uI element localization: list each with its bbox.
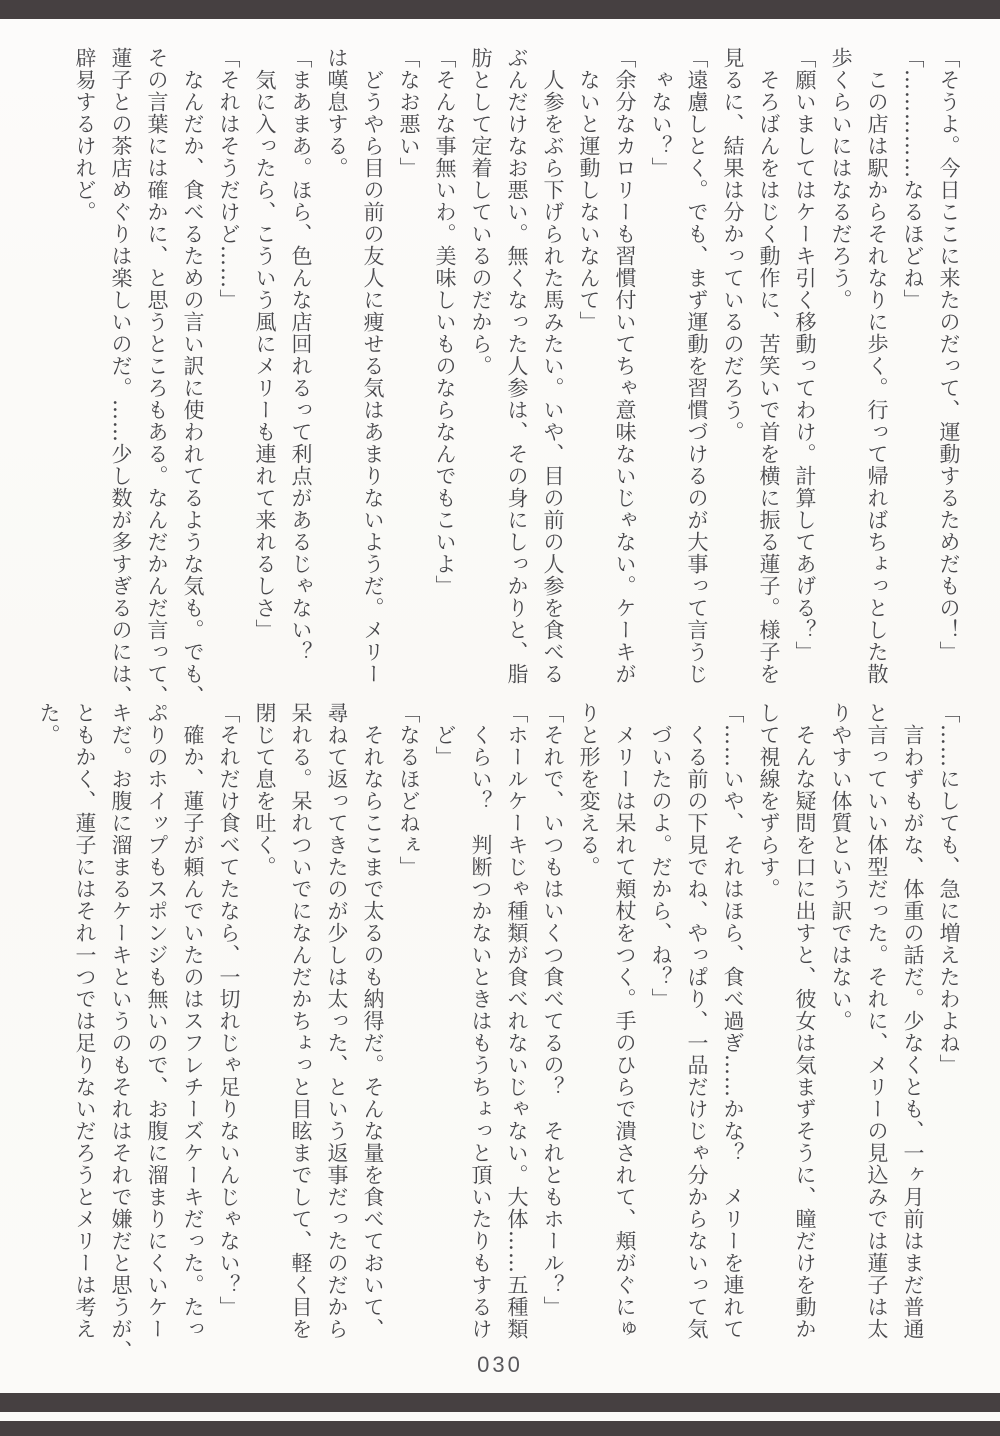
text-column: 「なるほどねぇ」 [397, 702, 421, 878]
text-column: メリーは呆れて頬杖をつく。手のひらで潰されて、頬がぐにゅ [613, 724, 637, 1340]
text-column: この店は駅からそれなりに歩く。行って帰ればちょっとした散 [865, 69, 889, 685]
text-column: それならここまで太るのも納得だ。そんな量を食べておいて、 [361, 724, 385, 1340]
text-column: どうやら目の前の友人に痩せる気はあまりないようだ。メリー [361, 69, 385, 685]
text-column: 「そうよ。今日ここに来たのだって、運動するためだもの！」 [937, 47, 961, 663]
text-column: ぶんだけなお悪い。無くなった人参は、その身にしっかりと、脂 [505, 47, 529, 685]
text-column: 「それで、いつもはいくつ食べてるの？ それともホール？」 [541, 702, 565, 1318]
text-column: 蓮子との茶店めぐりは楽しいのだ。……少し数が多すぎるのには、 [109, 47, 133, 707]
text-column: 「それだけ食べてたなら、一切れじゃ足りないんじゃない？」 [217, 702, 241, 1318]
text-column: くる前の下見でね、やっぱり、一品だけじゃ分からないって気 [685, 724, 709, 1340]
text-block-bottom [31, 702, 967, 1367]
text-column: 「……………なるほどね」 [901, 47, 925, 311]
text-column: 「ホールケーキじゃ種類が食べれないじゃない。大体……五種類 [505, 702, 529, 1340]
page-number: 030 [477, 1352, 523, 1377]
text-column: 「なお悪い」 [397, 47, 421, 179]
text-column: 見るに、結果は分かっているのだろう。 [721, 47, 745, 443]
text-column: 確か、蓮子が頼んでいたのはスフレチーズケーキだった。たっ [181, 724, 205, 1340]
text-column: は嘆息する。 [325, 47, 349, 179]
text-column: なんだか、食べるための言い訳に使われてるような気も。でも、 [181, 69, 205, 707]
text-column: ゃない？」 [649, 69, 673, 179]
text-column: 肪として定着しているのだから。 [469, 47, 493, 377]
top-border-bar [0, 0, 1000, 19]
text-column: 人参をぶら下げられた馬みたい。いや、目の前の人参を食べる [541, 69, 565, 685]
text-column: 閉じて息を吐く。 [253, 702, 277, 878]
text-column: ともかく、蓮子にはそれ一つでは足りないだろうとメリーは考え [73, 702, 97, 1340]
text-column: りと形を変える。 [577, 702, 601, 878]
text-column: づいたのよ。だから、ね？」 [649, 724, 673, 1010]
text-column: ど」 [433, 724, 457, 768]
text-column: と言っていい体型だった。それに、メリーの見込みでは蓮子は太 [865, 702, 889, 1340]
text-column: 「余分なカロリーも習慣付いてちゃ意味ないじゃない。ケーキが [613, 47, 637, 685]
text-column: 尋ねて返ってきたのが少しは太った、という返事だったのだから [325, 702, 349, 1340]
text-column: して視線をずらす。 [757, 702, 781, 900]
text-column: ぷりのホイップもスポンジも無いので、お腹に溜まりにくいケー [145, 702, 169, 1340]
text-column: りやすい体質という訳ではない。 [829, 702, 853, 1032]
text-block-top [67, 47, 967, 707]
text-column: 言わずもがな、体重の話だ。少なくとも、一ヶ月前はまだ普通 [901, 724, 925, 1340]
text-column: 「……いや、それはほら、食べ過ぎ……かな？ メリーを連れて [721, 702, 745, 1340]
text-column: 「それはそうだけど……」 [217, 47, 241, 311]
text-column: キだ。お腹に溜まるケーキというのもそれはそれで嫌だと思うが、 [109, 702, 133, 1362]
text-column: 呆れる。呆れついでになんだかちょっと目眩までして、軽く目を [289, 702, 313, 1340]
text-column: そろばんをはじく動作に、苦笑いで首を横に振る蓮子。様子を [757, 69, 781, 685]
text-column: 辟易するけれど。 [73, 47, 97, 223]
text-column: ないと運動しないなんて」 [577, 69, 601, 333]
text-column: 歩くらいにはなるだろう。 [829, 47, 853, 311]
text-column: 「まあまあ。ほら、色んな店回れるって利点があるじゃない？ [289, 47, 313, 663]
text-column: 気に入ったら、こういう風にメリーも連れて来れるしさ」 [253, 69, 277, 641]
bottom-border-bar-2 [0, 1421, 1000, 1436]
text-column: た。 [37, 702, 61, 746]
text-column: その言葉には確かに、と思うところもある。なんだかんだ言って、 [145, 47, 169, 707]
text-column: 「遠慮しとく。でも、まず運動を習慣づけるのが大事って言うじ [685, 47, 709, 685]
text-column: 「そんな事無いわ。美味しいものならなんでもこいよ」 [433, 47, 457, 597]
text-column: 「願いましてはケーキ引く移動ってわけ。計算してあげる？」 [793, 47, 817, 663]
bottom-border-bar-1 [0, 1393, 1000, 1412]
text-column: 「……にしても、急に増えたわよね」 [937, 702, 961, 1076]
text-column: くらい？ 判断つかないときはもうちょっと頂いたりもするけ [469, 724, 493, 1340]
text-column: そんな疑問を口に出すと、彼女は気まずそうに、瞳だけを動か [793, 724, 817, 1340]
